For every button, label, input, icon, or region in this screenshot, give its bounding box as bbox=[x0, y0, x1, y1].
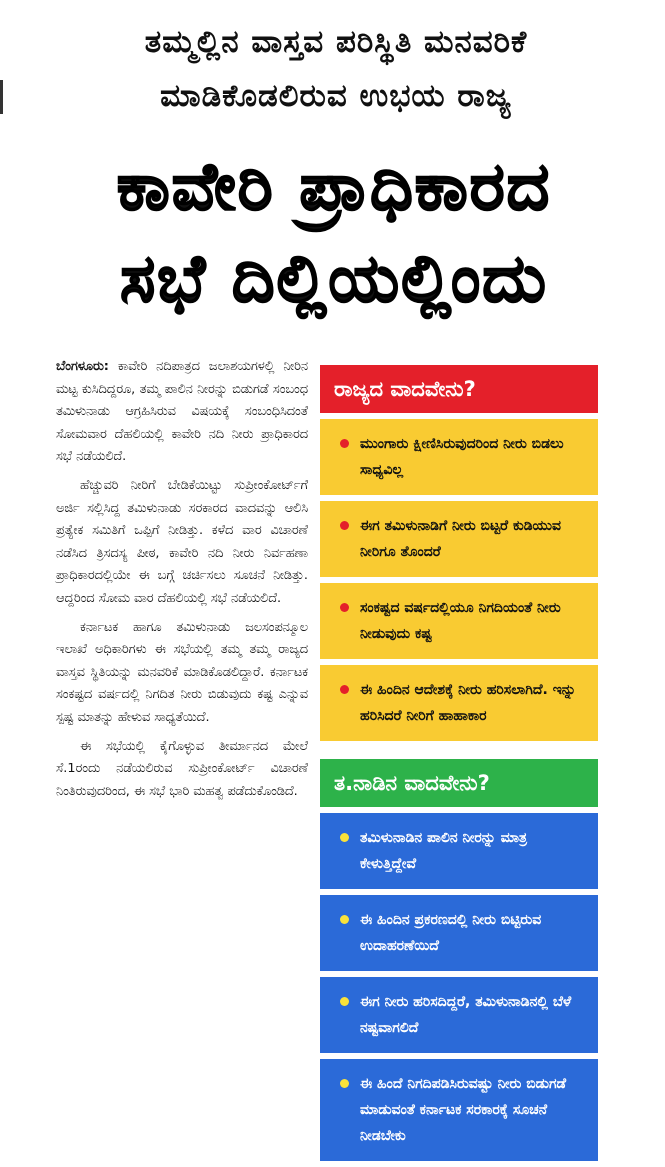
tn-argument-text: ಈ ಹಿಂದೆ ನಿಗದಿಪಡಿಸಿರುವಷ್ಟು ನೀರು ಬಿಡುಗಡೆ ಮಾಡುವಂತೆ ಕರ್ನಾಟಕ ಸರಕಾರಕ್ಕೆ ಸೂಚನೆ ನೀಡಬೇಕು bbox=[360, 1076, 567, 1144]
dateline: ಬೆಂಗಳೂರು: bbox=[56, 359, 109, 374]
article-paragraph-1 bbox=[56, 356, 308, 469]
state-argument-item bbox=[320, 665, 598, 741]
tn-argument-text: ಈಗ ನೀರು ಹರಿಸದಿದ್ದರೆ, ತಮಿಳುನಾಡಿನಲ್ಲಿ ಬೆಳೆ ನಷ್ಟವಾಗಲಿದೆ bbox=[360, 994, 572, 1036]
article-paragraph-2: ಹೆಚ್ಚುವರಿ ನೀರಿಗೆ ಬೇಡಿಕೆಯಿಟ್ಟು ಸುಪ್ರೀಂಕೋರ್ಟ್‌ಗೆ ಅರ್ಜಿ ಸಲ್ಲಿಸಿದ್ದ ತಮಿಳುನಾಡು ಸರಕಾರದ ವಾದವನ್ನು ಆಲಿಸಿ ಪ್ರತ್ಯೇಕ ಸಮಿತಿಗೆ ಒಪ್ಪಿಗೆ ನೀಡಿತ್ತು. ಕಳೆದ ವಾರ ವಿಚಾರಣೆ ನಡೆಸಿದ ತ್ರಿಸದಸ್ಯ ಪೀಠ, ಕಾವೇರಿ ನದಿ ನೀರು ನಿರ್ವಹಣಾ ಪ್ರಾಧಿಕಾರದಲ್ಲಿಯೇ ಈ ಬಗ್ಗೆ ಚರ್ಚಿಸಲು ಸೂಚನೆ ನೀಡಿತ್ತು. ಆದ್ದರಿಂದ ಸೋಮ ವಾರ ದೆಹಲಿಯಲ್ಲಿ ಸಭೆ ನಡೆಯಲಿದೆ. bbox=[56, 477, 308, 606]
bullet-icon bbox=[340, 997, 349, 1006]
state-argument-heading: ರಾಜ್ಯದ ವಾದವೇನು? bbox=[320, 365, 598, 413]
state-argument-text: ಮುಂಗಾರು ಕ್ಷೀಣಿಸಿರುವುದರಿಂದ ನೀರು ಬಿಡಲು ಸಾಧ್ಯವಿಲ್ಲ bbox=[360, 436, 564, 478]
tn-argument-text: ತಮಿಳುನಾಡಿನ ಪಾಲಿನ ನೀರನ್ನು ಮಾತ್ರ ಕೇಳುತ್ತಿದ್ದೇವೆ bbox=[360, 830, 528, 872]
headline-line-2: ಸಭೆ ದಿಲ್ಲಿಯಲ್ಲಿಂದು bbox=[120, 240, 548, 317]
article-body bbox=[56, 356, 308, 809]
bullet-icon bbox=[340, 439, 349, 448]
bullet-icon bbox=[340, 833, 349, 842]
state-argument-text: ಈಗ ತಮಿಳುನಾಡಿಗೆ ನೀರು ಬಿಟ್ಟರೆ ಕುಡಿಯುವ ನೀರಿಗೂ ತೊಂದರೆ bbox=[360, 518, 561, 560]
article-paragraph-3: ಕರ್ನಾಟಕ ಹಾಗೂ ತಮಿಳುನಾಡು ಜಲಸಂಪನ್ಮೂಲ ಇಲಾಖೆ ಅಧಿಕಾರಿಗಳು ಈ ಸಭೆಯಲ್ಲಿ ತಮ್ಮ ತಮ್ಮ ರಾಜ್ಯದ ವಾಸ್ತವ ಸ್ಥಿತಿಯನ್ನು ಮನವರಿಕೆ ಮಾಡಿಕೊಡಲಿದ್ದಾರೆ. ಕರ್ನಾಟಕ ಸಂಕಷ್ಟದ ವರ್ಷದಲ್ಲಿ ನಿಗದಿತ ನೀರು ಬಿಡುವುದು ಕಷ್ಟ ಎನ್ನುವ ಸ್ಪಷ್ಟ ಮಾತನ್ನು ಹೇಳುವ ಸಾಧ್ಯತೆಯಿದೆ. bbox=[56, 619, 308, 725]
tn-argument-item bbox=[320, 813, 598, 889]
tn-argument-item bbox=[320, 977, 598, 1053]
bullet-icon bbox=[340, 685, 349, 694]
tn-argument-heading: ತ.ನಾಡಿನ ವಾದವೇನು? bbox=[320, 759, 598, 807]
state-argument-text: ಈ ಹಿಂದಿನ ಆದೇಶಕ್ಕೆ ನೀರು ಹರಿಸಲಾಗಿದೆ. ಇನ್ನು ಹರಿಸಿದರೆ ನೀರಿಗೆ ಹಾಹಾಕಾರ bbox=[360, 682, 576, 724]
page-edge-mark bbox=[0, 80, 9, 114]
kicker-line-1: ತಮ್ಮಲ್ಲಿನ ವಾಸ್ತವ ಪರಿಸ್ಥಿತಿ ಮನವರಿಕೆ bbox=[144, 24, 528, 60]
paragraph-1-text: ಕಾವೇರಿ ನದಿಪಾತ್ರದ ಜಲಾಶಯಗಳಲ್ಲಿ ನೀರಿನ ಮಟ್ಟ ಕುಸಿದಿದ್ದರೂ, ತಮ್ಮ ಪಾಲಿನ ನೀರನ್ನು ಬಿಡುಗಡೆ ಸಂಬಂಧ ತಮಿಳುನಾಡು ಆಗ್ರಹಿಸಿರುವ ವಿಷಯಕ್ಕೆ ಸಂಬಂಧಿಸಿದಂತೆ ಸೋಮವಾರ ದೆಹಲಿಯಲ್ಲಿ ಕಾವೇರಿ ನದಿ ನೀರು ಪ್ರಾಧಿಕಾರದ ಸಭೆ ನಡೆಯಲಿದೆ. bbox=[56, 359, 308, 465]
article-paragraph-4: ಈ ಸಭೆಯಲ್ಲಿ ಕೈಗೊಳ್ಳುವ ತೀರ್ಮಾನದ ಮೇಲೆ ಸೆ.1ರಂದು ನಡೆಯಲಿರುವ ಸುಪ್ರೀಂಕೋರ್ಟ್ ವಿಚಾರಣೆ ನಿಂತಿರುವುದರಿಂದ, ಈ ಸಭೆ ಭಾರಿ ಮಹತ್ವ ಪಡೆದುಕೊಂಡಿದೆ. bbox=[56, 738, 308, 799]
tn-argument-item bbox=[320, 895, 598, 971]
state-argument-text: ಸಂಕಷ್ಟದ ವರ್ಷದಲ್ಲಿಯೂ ನಿಗದಿಯಂತೆ ನೀರು ನೀಡುವುದು ಕಷ್ಟ bbox=[360, 600, 561, 642]
state-argument-item bbox=[320, 583, 598, 659]
state-argument-item bbox=[320, 419, 598, 495]
bullet-icon bbox=[340, 915, 349, 924]
bullet-icon bbox=[340, 521, 349, 530]
headline-line-1: ಕಾವೇರಿ ಪ್ರಾಧಿಕಾರದ bbox=[116, 148, 552, 225]
tn-argument-item bbox=[320, 1059, 598, 1161]
bullet-icon bbox=[340, 603, 349, 612]
sidebar-arguments bbox=[320, 365, 598, 1167]
tn-argument-text: ಈ ಹಿಂದಿನ ಪ್ರಕರಣದಲ್ಲಿ ನೀರು ಬಿಟ್ಟಿರುವ ಉದಾಹರಣೆಯಿದೆ bbox=[360, 912, 542, 954]
state-argument-item bbox=[320, 501, 598, 577]
bullet-icon bbox=[340, 1079, 349, 1088]
kicker-line-2: ಮಾಡಿಕೊಡಲಿರುವ ಉಭಯ ರಾಜ್ಯ bbox=[160, 78, 512, 114]
